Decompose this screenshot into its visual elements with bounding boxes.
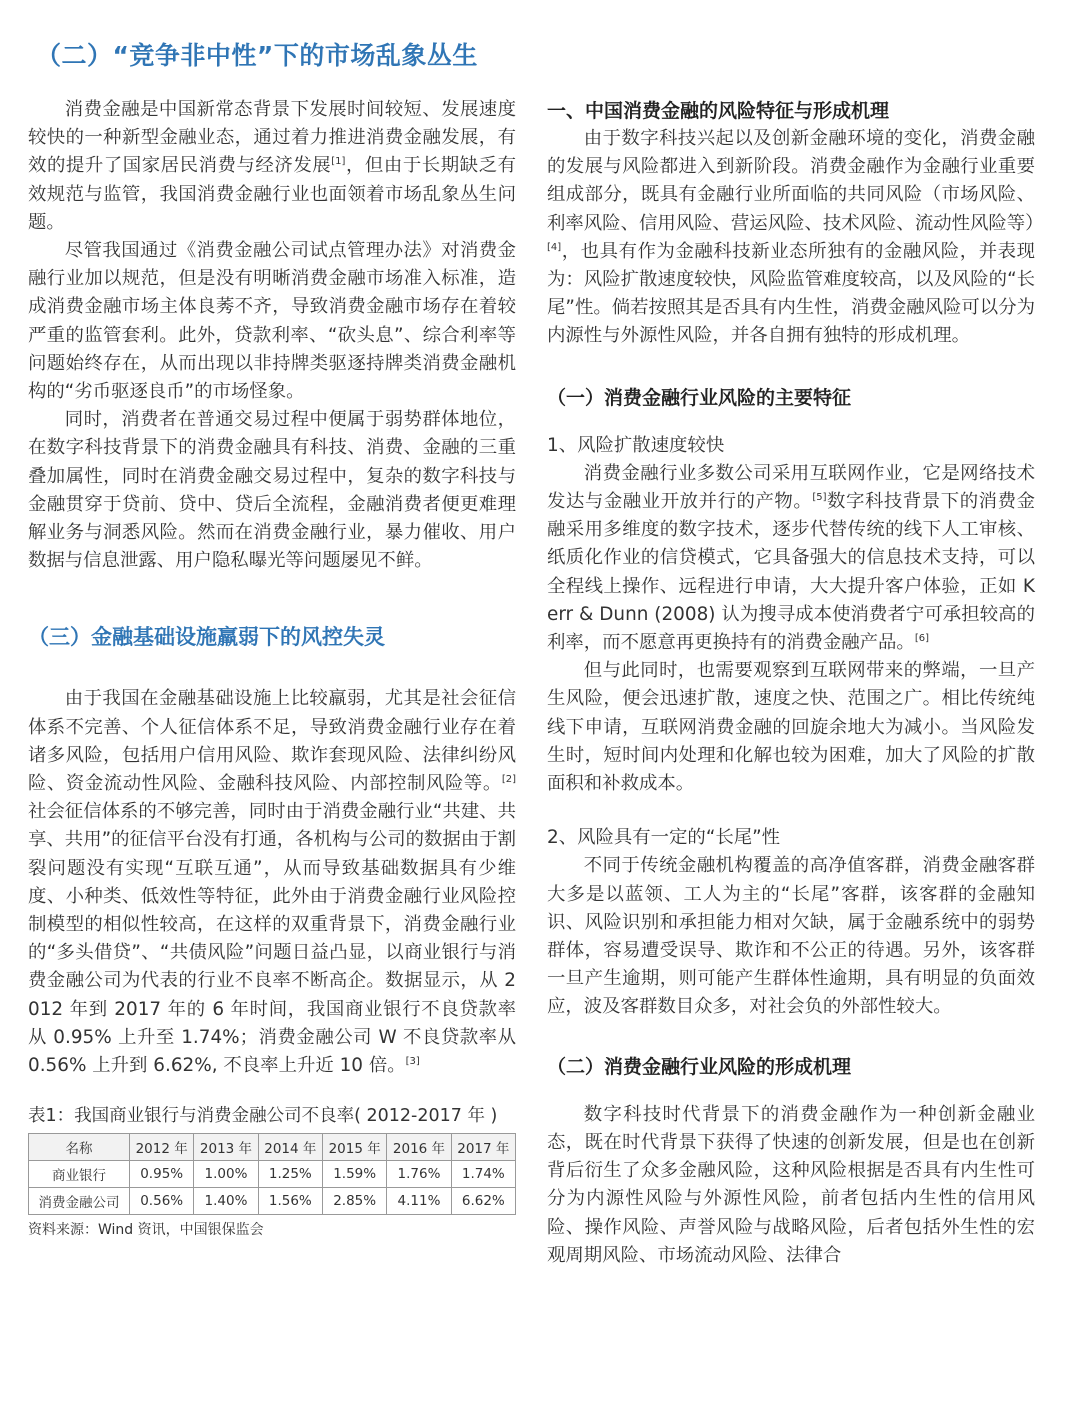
table-header-row [29, 1134, 516, 1161]
subsection-heading: （一）消费金融行业风险的主要特征 [547, 386, 852, 409]
paragraph: 消费金融是中国新常态背景下发展时间较短、发展速度较快的一种新型金融业态，通过着力推进消费金融发展，有效的提升了国家居民消费与经济发展[1]，但由于长期缺乏有效规范与监管，我国消费金融行业也面领着市场乱象丛生问题。 [28, 99, 516, 233]
citation-ref[interactable]: [6] [914, 632, 929, 644]
paragraph: 由于我国在金融基础设施上比较羸弱，尤其是社会征信体系不完善、个人征信体系不足，导致消费金融行业存在着诸多风险，包括用户信用风险、欺诈套现风险、法律纠纷风险、资金流动性风险、金融科技风险、内部控制风险等。[2]社会征信体系的不够完善，同时由于消费金融行业“共建、共享、共用”的征信平台没有打通，各机构与公司的数据由于割裂问题没有实现“互联互通”，从而导致基础数据具有少维度、小种类、低效性等特征，此外由于消费金融行业风险控制模型的相似性较高，在这样的双重背景下，消费金融行业的“多头借贷”、“共债风险”问题日益凸显，以商业银行与消费金融公司为代表的行业不良率不断高企。数据显示，从 2012 年到 2017 年的 6 年时间，我国商业银行不良贷款率从 0.95% 上升至 1.74%；消费金融公司 W 不良贷款率从 0.56% 上升到 6.62%, 不良率上升近 10 倍。[3] [28, 688, 516, 1077]
table-header-cell: 2016 年 [387, 1134, 451, 1161]
table-cell: 1.59% [322, 1161, 386, 1188]
table-header-cell: 2012 年 [130, 1134, 194, 1161]
table-cell: 1.40% [194, 1188, 258, 1215]
table-header-cell: 名称 [29, 1134, 130, 1161]
paragraph: 尽管我国通过《消费金融公司试点管理办法》对消费金融行业加以规范，但是没有明晰消费金融市场准入标准，造成消费金融市场主体良莠不齐，导致消费金融市场存在着较严重的监管套利。此外，贷款利率、“砍头息”、综合利率等问题始终存在，从而出现以非持牌类驱逐持牌类消费金融机构的“劣币驱逐良币”的市场怪象。 [28, 240, 516, 403]
table-cell: 1.00% [194, 1161, 258, 1188]
table-cell: 1.74% [451, 1161, 515, 1188]
table-cell: 6.62% [451, 1188, 515, 1215]
table-header-cell: 2015 年 [322, 1134, 386, 1161]
paragraph: 但与此同时，也需要观察到互联网带来的弊端，一旦产生风险，便会迅速扩散，速度之快、范围之广。相比传统纯线下申请，互联网消费金融的回旋余地大为减小。当风险发生时，短时间内处理和化解也较为困难，加大了风险的扩散面积和补救成本。 [547, 660, 1035, 795]
paragraph: 数字科技时代背景下的消费金融作为一种创新金融业态，既在时代背景下获得了快速的创新发展，但是也在创新背后衍生了众多金融风险，这种风险根据是否具有内生性可分为内源性风险与外源性风险，前者包括内生性的信用风险、操作风险、声誉风险与战略风险，后者包括外生性的宏观周期风险、市场流动风险、法律合 [547, 1103, 1035, 1266]
table-caption: 表1：我国商业银行与消费金融公司不良率( 2012-2017 年 ) [28, 1106, 498, 1127]
table-cell: 0.95% [130, 1161, 194, 1188]
citation-ref[interactable]: [2] [501, 773, 516, 785]
table-cell: 消费金融公司 [29, 1188, 130, 1215]
table-cell: 1.25% [258, 1161, 322, 1188]
subsection-label: 2、风险具有一定的“长尾”性 [547, 827, 781, 849]
section-heading-3: （三）金融基础设施羸弱下的风控失灵 [28, 625, 385, 650]
table-cell: 1.56% [258, 1188, 322, 1215]
table-cell: 商业银行 [29, 1161, 130, 1188]
table-header-cell: 2013 年 [194, 1134, 258, 1161]
right-column [547, 96, 1044, 1270]
citation-ref[interactable]: [3] [405, 1055, 420, 1067]
subsection-heading: （二）消费金融行业风险的形成机理 [547, 1055, 852, 1078]
table-header-cell: 2014 年 [258, 1134, 322, 1161]
section-title: （二）“竞争非中性”下的市场乱象丛生 [36, 41, 478, 70]
table-cell: 0.56% [130, 1188, 194, 1215]
subsection-label: 1、风险扩散速度较快 [547, 434, 725, 456]
table-row [29, 1188, 516, 1215]
paragraph: 由于数字科技兴起以及创新金融环境的变化，消费金融的发展与风险都进入到新阶段。消费金融作为金融行业重要组成部分，既具有金融行业所面临的共同风险（市场风险、利率风险、信用风险、营运风险、技术风险、流动性风险等）[4]，也具有作为金融科技新业态所独有的金融风险，并表现为：风险扩散速度较快，风险监管难度较高，以及风险的“长尾”性。倘若按照其是否具有内生性，消费金融风险可以分为内源性与外源性风险，并各自拥有独特的形成机理。 [547, 128, 1044, 347]
citation-ref[interactable]: [5] [812, 491, 827, 503]
table-header-cell: 2017 年 [451, 1134, 515, 1161]
table-row [29, 1161, 516, 1188]
paragraph: 不同于传统金融机构覆盖的高净值客群，消费金融客群大多是以蓝领、工人为主的“长尾”客群，该客群的金融知识、风险识别和承担能力相对欠缺，属于金融系统中的弱势群体，容易遭受误导、欺诈和不公正的待遇。另外，该客群一旦产生逾期，则可能产生群体性逾期，具有明显的负面效应，波及客群数目众多，对社会负的外部性较大。 [547, 855, 1035, 1018]
paragraph: 消费金融行业多数公司采用互联网作业，它是网络技术发达与金融业开放并行的产物。[5]数字科技背景下的消费金融采用多维度的数字技术，逐步代替传统的线下人工审核、纸质化作业的信贷模式，它具备强大的信息技术支持，可以全程线上操作、远程进行申请，大大提升客户体验，正如 Kerr & Dunn (2008) 认为搜寻成本使消费者宁可承担较高的利率，而不愿意再更换持有的消费金融产品。[6] [547, 462, 1035, 654]
citation-ref[interactable]: [1] [331, 156, 346, 168]
npl-table [28, 1133, 516, 1215]
paragraph: 同时，消费者在普通交易过程中便属于弱势群体地位，在数字科技背景下的消费金融具有科技、消费、金融的三重叠加属性，同时在消费金融交易过程中，复杂的数字科技与金融贯穿于贷前、贷中、贷后全流程，金融消费者便更难理解业务与洞悉风险。然而在消费金融行业，暴力催收、用户数据与信息泄露、用户隐私曝光等问题屡见不鲜。 [28, 409, 516, 572]
citation-ref[interactable]: [4] [547, 241, 562, 253]
left-column [28, 96, 516, 1239]
section-heading-1: 一、中国消费金融的风险特征与形成机理 [547, 100, 890, 122]
table-cell: 2.85% [322, 1188, 386, 1215]
table-cell: 1.76% [387, 1161, 451, 1188]
table-source: 资料来源：Wind 资讯，中国银保监会 [28, 1222, 264, 1239]
table-cell: 4.11% [387, 1188, 451, 1215]
